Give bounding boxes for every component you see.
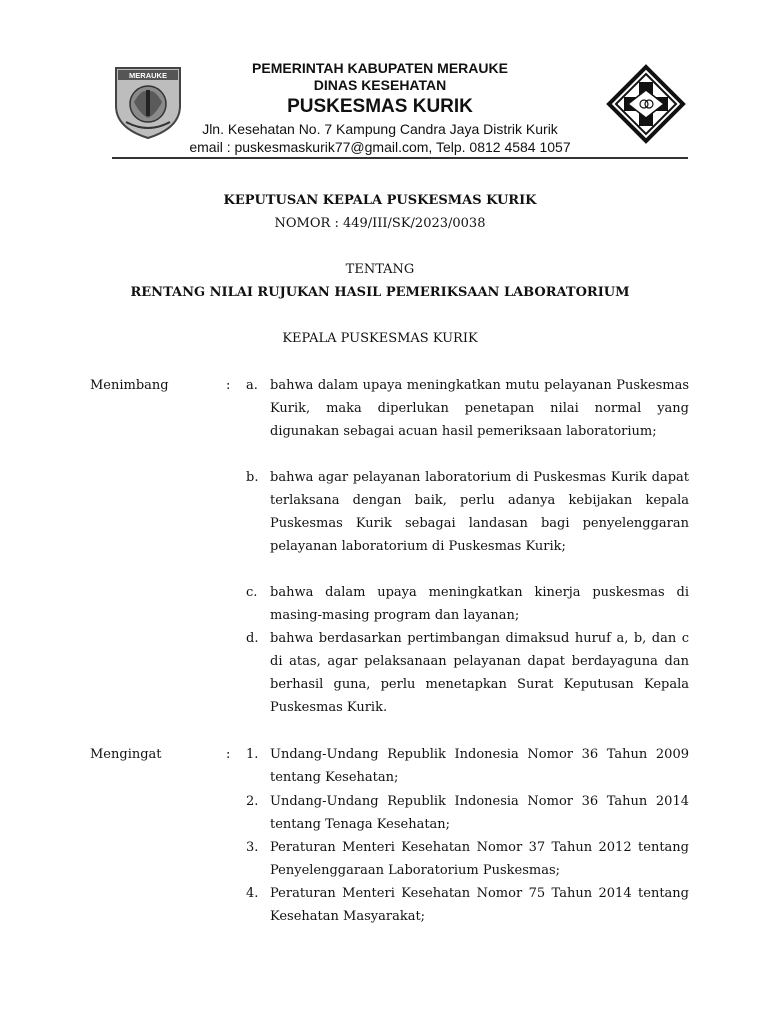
mengingat-marker-4: 4. xyxy=(246,886,259,901)
mengingat-item-4: Peraturan Menteri Kesehatan Nomor 75 Tahun 2014 tentang Kesehatan Masyarakat; xyxy=(270,886,689,924)
menimbang-label: Menimbang xyxy=(90,378,169,393)
decree-issuer: KEPALA PUSKESMAS KURIK xyxy=(282,331,478,346)
mengingat-colon: : xyxy=(226,747,231,762)
menimbang-item-a: bahwa dalam upaya meningkatkan mutu pelayanan Puskesmas Kurik, maka diperlukan penetapan nilai normal yang digunakan sebagai acuan hasil pemeriksaan laboratorium; xyxy=(270,378,689,439)
menimbang-marker-d: d. xyxy=(246,631,259,646)
svg-text:MERAUKE: MERAUKE xyxy=(129,71,167,80)
mengingat-item-1: Undang-Undang Republik Indonesia Nomor 36 Tahun 2009 tentang Kesehatan; xyxy=(270,747,689,785)
mengingat-marker-3: 3. xyxy=(246,840,259,855)
menimbang-marker-c: c. xyxy=(246,585,258,600)
decree-about: TENTANG xyxy=(345,262,415,277)
mengingat-item-3: Peraturan Menteri Kesehatan Nomor 37 Tahun 2012 tentang Penyelenggaraan Laboratorium Puskesmas; xyxy=(270,840,689,878)
department-name: DINAS KESEHATAN xyxy=(313,77,447,93)
institution-address: Jln. Kesehatan No. 7 Kampung Candra Jaya Distrik Kurik xyxy=(202,121,558,137)
mengingat-label: Mengingat xyxy=(90,747,162,762)
menimbang-item-c: bahwa dalam upaya meningkatkan kinerja puskesmas di masing-masing program dan layanan; xyxy=(270,585,689,623)
decree-title: KEPUTUSAN KEPALA PUSKESMAS KURIK xyxy=(223,193,537,208)
menimbang-colon: : xyxy=(226,378,231,393)
decree-subject: RENTANG NILAI RUJUKAN HASIL PEMERIKSAAN LABORATORIUM xyxy=(130,285,630,300)
mengingat-item-2: Undang-Undang Republik Indonesia Nomor 36 Tahun 2014 tentang Tenaga Kesehatan; xyxy=(270,794,689,832)
institution-contact: email : puskesmaskurik77@gmail.com, Telp. 0812 4584 1057 xyxy=(189,139,571,155)
government-name: PEMERINTAH KABUPATEN MERAUKE xyxy=(252,60,508,76)
menimbang-item-b: bahwa agar pelayanan laboratorium di Puskesmas Kurik dapat terlaksana dengan baik, perlu adanya kebijakan kepala Puskesmas Kurik sebagai landasan bagi penyelenggaran pelayanan laboratorium di Puskesmas Kurik; xyxy=(270,470,689,554)
letterhead xyxy=(160,59,600,156)
menimbang-marker-b: b. xyxy=(246,470,259,485)
letterhead-divider xyxy=(112,157,688,159)
mengingat-marker-1: 1. xyxy=(246,747,259,762)
institution-name: PUSKESMAS KURIK xyxy=(287,96,473,117)
decree-number: NOMOR : 449/III/SK/2023/0038 xyxy=(274,216,486,231)
menimbang-item-d: bahwa berdasarkan pertimbangan dimaksud huruf a, b, dan c di atas, agar pelaksanaan pelayanan dapat berdayaguna dan berhasil guna, perlu menetapkan Surat Keputusan Kepala Puskesmas Kurik. xyxy=(270,631,689,715)
mengingat-marker-2: 2. xyxy=(246,794,259,809)
menimbang-marker-a: a. xyxy=(246,378,258,393)
puskesmas-logo xyxy=(606,64,686,144)
